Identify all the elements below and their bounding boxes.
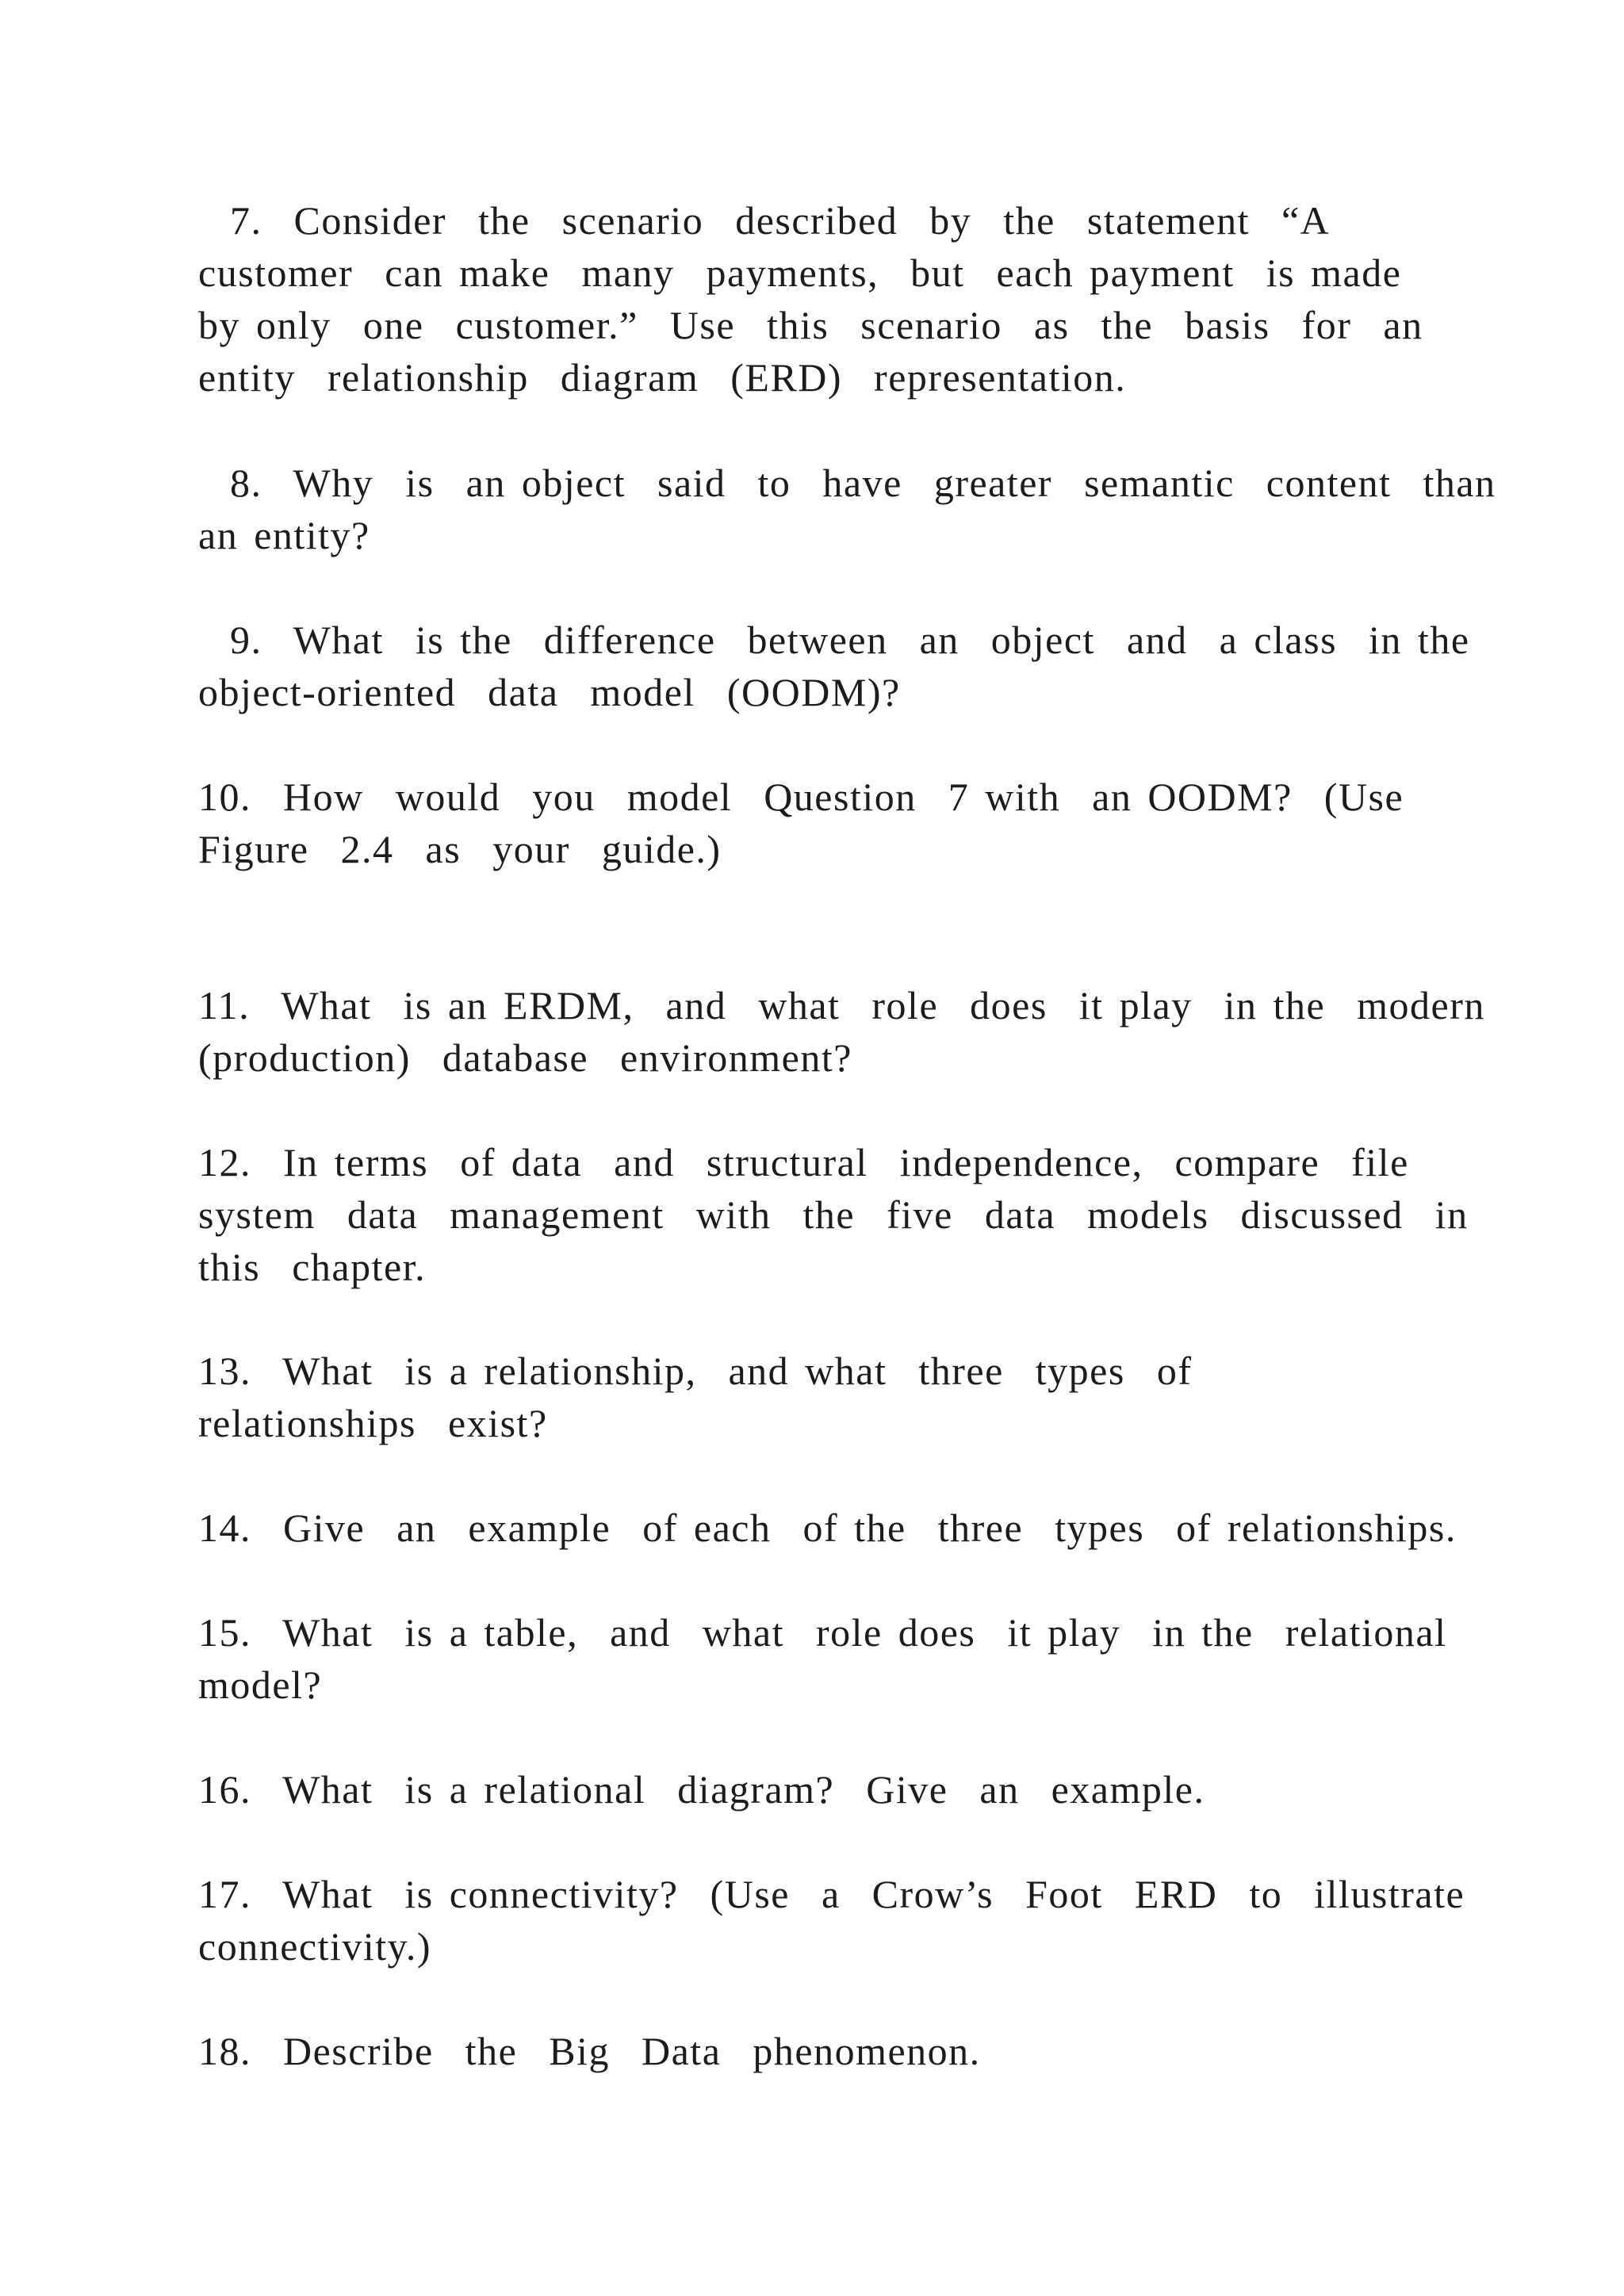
question-14 xyxy=(198,1502,1457,1554)
question-8 xyxy=(198,457,1496,561)
text-line: 12. In terms of data and structural independence, compare file xyxy=(198,1140,1409,1184)
question-12 xyxy=(198,1136,1469,1293)
text-line: 7. Consider the scenario described by the statement “A xyxy=(198,198,1331,243)
text-line: Figure 2.4 as your guide.) xyxy=(198,827,722,871)
text-line: entity relationship diagram (ERD) representation. xyxy=(198,355,1127,400)
text-line: this chapter. xyxy=(198,1245,427,1289)
text-line: customer can make many payments, but each payment is made xyxy=(198,251,1402,295)
text-line: 8. Why is an object said to have greater semantic content than xyxy=(198,461,1496,505)
text-line: relationships exist? xyxy=(198,1401,548,1445)
question-18 xyxy=(198,2025,1435,2077)
text-line: 16. What is a relational diagram? Give an example. xyxy=(198,1767,1205,1812)
question-17 xyxy=(198,1868,1465,1973)
text-line: by only one customer.” Use this scenario as the basis for an xyxy=(198,303,1423,347)
question-7 xyxy=(198,194,1435,404)
text-line: model? xyxy=(198,1663,323,1707)
question-10 xyxy=(198,771,1435,875)
text-line: connectivity.) xyxy=(198,1924,432,1969)
text-line: 15. What is a table, and what role does it play in the relational xyxy=(198,1610,1447,1655)
text-line: 18. Describe the Big Data phenomenon. xyxy=(198,2029,981,2073)
text-line: 11. What is an ERDM, and what role does it play in the modern xyxy=(198,983,1485,1027)
text-line: system data management with the five data models discussed in xyxy=(198,1192,1469,1237)
question-16 xyxy=(198,1763,1435,1816)
text-line: 14. Give an example of each of the three types of relationships. xyxy=(198,1506,1457,1550)
question-11 xyxy=(198,979,1485,1084)
text-line: 9. What is the difference between an object and a class in the xyxy=(198,618,1470,662)
text-line: 17. What is connectivity? (Use a Crow’s Foot ERD to illustrate xyxy=(198,1872,1465,1916)
text-line: 13. What is a relationship, and what three types of xyxy=(198,1349,1193,1393)
question-13 xyxy=(198,1345,1435,1449)
question-15 xyxy=(198,1606,1447,1711)
text-line: (production) database environment? xyxy=(198,1035,852,1080)
text-line: 10. How would you model Question 7 with an OODM? (Use xyxy=(198,775,1404,819)
text-line: object-oriented data model (OODM)? xyxy=(198,670,901,714)
question-9 xyxy=(198,614,1470,718)
text-line: an entity? xyxy=(198,513,370,557)
